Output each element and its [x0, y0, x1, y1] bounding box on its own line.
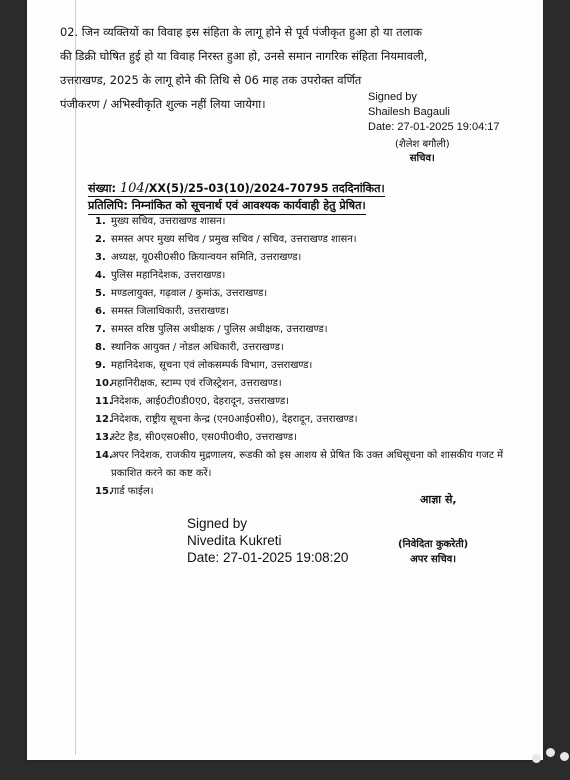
reference-label: संख्या:: [88, 182, 116, 195]
recipient-number: 15.: [95, 486, 113, 497]
paragraph-line: की डिक्री घोषित हुई हो या विवाह निरस्त हुआ हो, उनसे समान नागरिक संहिता नियमावली,: [60, 49, 428, 63]
recipient-text: स्थानिक आयुक्त / नोडल अधिकारी, उत्तराखण्ड।: [111, 342, 284, 353]
recipient-text: मुख्य सचिव, उत्तराखण्ड शासन।: [111, 216, 226, 227]
recipient-number: 1.: [95, 216, 106, 227]
recipient-item: [95, 321, 515, 339]
recipient-number: 10.: [95, 378, 113, 389]
recipient-item: [95, 429, 515, 447]
recipient-item: [95, 393, 515, 411]
recipient-text: अध्यक्ष, यू0सी0सी0 क्रियान्वयन समिति, उत्तराखण्ड।: [111, 252, 302, 263]
recipient-text: मण्डलायुक्त, गढ़वाल / कुमांऊ, उत्तराखण्ड।: [111, 288, 268, 299]
recipient-text: गार्ड फाईल।: [111, 486, 154, 497]
signed-by-label: Signed by: [187, 516, 248, 531]
recipient-item: [95, 285, 515, 303]
signer-name-hindi: (शैलेश बगौली): [395, 139, 450, 150]
by-order-text: आज्ञा से,: [420, 493, 457, 506]
corner-dots-decoration: [524, 740, 570, 780]
recipient-number: 12.: [95, 414, 113, 425]
signatory-block-2: [398, 537, 468, 567]
signer-name: Nivedita Kukreti: [187, 533, 282, 548]
signed-by-label: Signed by: [368, 91, 417, 103]
recipient-text: समस्त जिलाधिकारी, उत्तराखण्ड।: [111, 306, 230, 317]
signer-name: Shailesh Bagauli: [368, 106, 450, 118]
recipient-item: [95, 231, 515, 249]
recipient-number: 6.: [95, 306, 106, 317]
recipient-text: महानिरीक्षक, स्टाम्प एवं रजिस्ट्रेशन, उत्तराखण्ड।: [111, 378, 282, 389]
signature-date: Date: 27-01-2025 19:04:17: [368, 121, 500, 133]
recipient-item: [95, 447, 515, 483]
handwritten-number: 104: [119, 181, 145, 196]
signer-designation: अपर सचिव।: [410, 554, 457, 565]
paragraph-line: 02. जिन व्यक्तियों का विवाह इस संहिता के लागू होने से पूर्व पंजीकृत हुआ हो या तलाक: [60, 25, 423, 39]
recipient-number: 8.: [95, 342, 106, 353]
recipient-item: [95, 267, 515, 285]
recipient-number: 14.: [95, 450, 113, 461]
paragraph-line: पंजीकरण / अभिस्वीकृति शुल्क नहीं लिया जायेगा।: [60, 97, 266, 111]
recipient-text: अपर निदेशक, राजकीय मुद्रणालय, रूडकी को इस आशय से प्रेषित कि उक्त अधिसूचना को शासकीय गजट में प्रकाशित करने का कष्ट करें।: [111, 450, 504, 479]
recipient-list: [95, 213, 515, 501]
recipient-number: 7.: [95, 324, 106, 335]
recipient-item: [95, 411, 515, 429]
signer-name-hindi: (निवेदिता कुकरेती): [398, 539, 469, 550]
recipient-text: पुलिस महानिदेशक, उत्तराखण्ड।: [111, 270, 226, 281]
reference-rest: /XX(5)/25-03(10)/2024-70795 तददिनांकित।: [144, 182, 385, 195]
recipient-item: [95, 249, 515, 267]
paragraph-line: उत्तराखण्ड, 2025 के लागू होने की तिथि से 06 माह तक उपरोक्त वर्णित: [60, 73, 362, 87]
recipient-number: 11.: [95, 396, 113, 407]
signatory-block-1: [395, 138, 450, 166]
recipient-text: महानिदेशक, सूचना एवं लोकसम्पर्क विभाग, उत्तराखण्ड।: [111, 360, 313, 371]
recipient-text: स्टेट हैड, सी0एस0सी0, एस0पी0वी0, उत्तराखण्ड।: [111, 432, 297, 443]
reference-number: [88, 181, 385, 196]
digital-signature-2: [187, 515, 348, 566]
recipient-text: निदेशक, राष्ट्रीय सूचना केन्द्र (एन0आई0सी0), देहरादून, उत्तराखण्ड।: [111, 414, 358, 425]
copy-to-heading: प्रतिलिपि: निम्नांकित को सूचनार्थ एवं आवश्यक कार्यवाही हेतु प्रेषित।: [88, 198, 366, 215]
recipient-number: 9.: [95, 360, 106, 371]
signature-date: Date: 27-01-2025 19:08:20: [187, 550, 349, 565]
recipient-item: [95, 213, 515, 231]
recipient-text: समस्त अपर मुख्य सचिव / प्रमुख सचिव / सचिव, उत्तराखण्ड शासन।: [111, 234, 357, 245]
recipient-number: 5.: [95, 288, 106, 299]
recipient-number: 13.: [95, 432, 113, 443]
recipient-item: [95, 303, 515, 321]
recipient-number: 2.: [95, 234, 106, 245]
recipient-item: [95, 375, 515, 393]
recipient-item: [95, 339, 515, 357]
recipient-number: 4.: [95, 270, 106, 281]
recipient-number: 3.: [95, 252, 106, 263]
recipient-item: [95, 357, 515, 375]
recipient-text: समस्त वरिष्ठ पुलिस अधीक्षक / पुलिस अधीक्षक, उत्तराखण्ड।: [111, 324, 328, 335]
recipient-text: निदेशक, आई0टी0डी0ए0, देहरादून, उत्तराखण्ड।: [111, 396, 289, 407]
signer-designation: सचिव।: [409, 153, 435, 164]
digital-signature-1: [368, 90, 500, 135]
